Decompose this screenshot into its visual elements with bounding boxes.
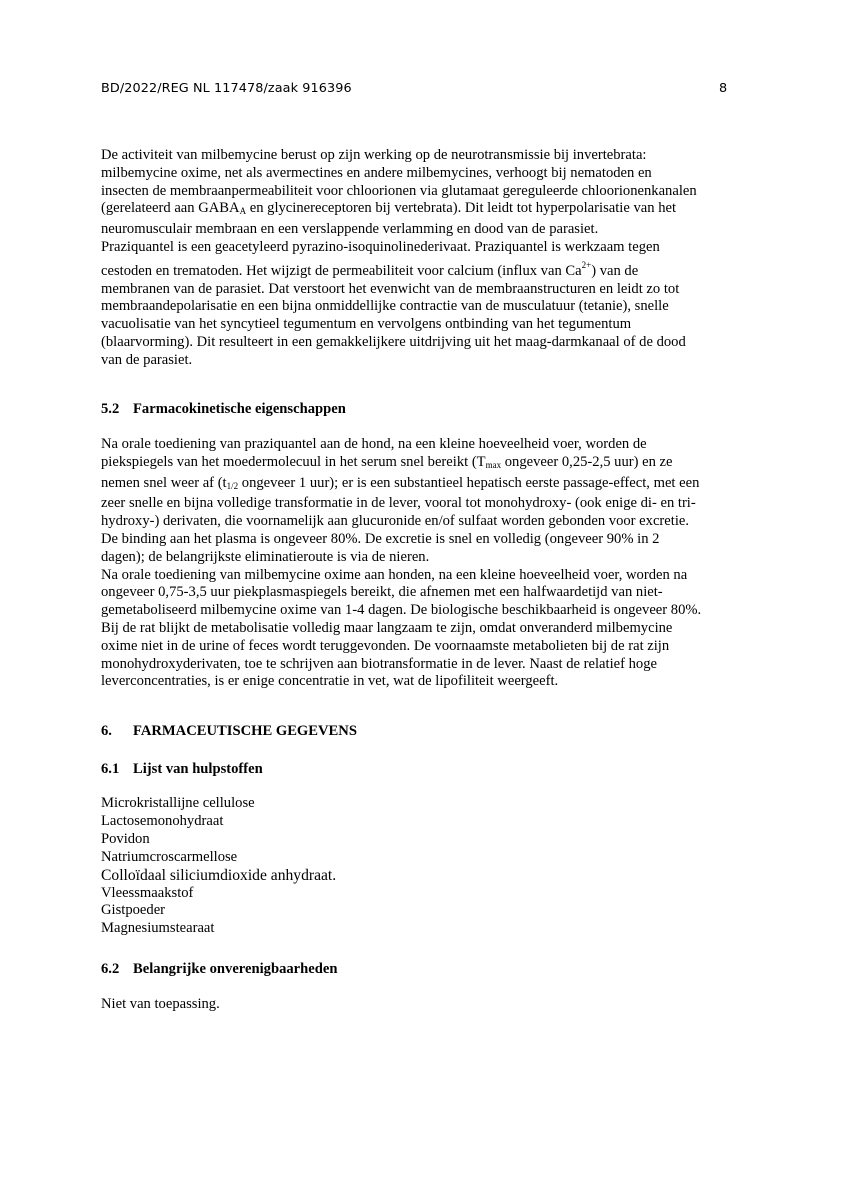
list-item: Microkristallijne cellulose <box>101 795 255 811</box>
text-fragment: ongeveer 1 uur); er is een substantieel hepatisch eerste passage-effect, met een <box>238 474 700 491</box>
text-fragment: nemen snel weer af (t <box>101 474 227 491</box>
text-fragment: (gerelateerd aan GABA <box>101 200 240 217</box>
text-line: (blaarvorming). Dit resulteert in een gemakkelijkere uitdrijving uit het maag-darmkanaal of de dood <box>101 333 686 350</box>
list-item: Magnesiumstearaat <box>101 920 215 937</box>
text-line: Na orale toediening van milbemycine oxime aan honden, na een kleine hoeveelheid voer, worden na <box>101 566 688 583</box>
text-line: gemetaboliseerd milbemycine oxime van 1-4 dagen. De biologische beschikbaarheid is ongeveer 80%. <box>101 602 702 619</box>
text-line: Bij de rat blijkt de metabolisatie volledig maar langzaam te zijn, omdat onveranderd milbemycine <box>101 619 673 636</box>
list-item: Natriumcroscarmellose <box>101 848 238 865</box>
section-heading-6-1 <box>101 761 263 778</box>
text-line: monohydroxyderivaten, toe te schrijven aan biotransformatie in de lever. Naast de relatief hoge <box>101 655 657 672</box>
text-line <box>101 454 761 475</box>
text-line: De activiteit van milbemycine berust op zijn werking op de neurotransmissie bij invertebrata: <box>101 147 647 163</box>
section-heading-6 <box>101 723 357 740</box>
list-item: Lactosemonohydraat <box>101 812 224 829</box>
text-line <box>101 200 761 221</box>
text-line: Niet van toepassing. <box>101 996 220 1012</box>
document-reference: BD/2022/REG NL 117478/zaak 916396 <box>101 81 352 96</box>
text-line: zeer snelle en bijna volledige transformatie in de lever, vooral tot monohydroxy- (ook enige di- en tri- <box>101 495 696 512</box>
excipients-list <box>101 795 336 938</box>
text-line: milbemycine oxime, net als avermectines en andere milbemycines, verhoogt bij nematoden en <box>101 164 652 181</box>
section-number: 6.2 <box>101 961 120 977</box>
section-title: Farmacokinetische eigenschappen <box>133 401 346 417</box>
subscript: 1/2 <box>226 480 239 491</box>
section-number: 6.1 <box>101 761 120 777</box>
list-item: Colloïdaal siliciumdioxide anhydraat. <box>101 866 337 884</box>
text-line: insecten de membraanpermeabiliteit voor chloorionen via glutamaat gereguleerde chloorionenkanalen <box>101 182 697 199</box>
superscript: 2+ <box>581 259 592 270</box>
list-item: Vleessmaakstof <box>101 884 194 901</box>
subscript: max <box>485 459 502 470</box>
text-line: dagen); de belangrijkste eliminatieroute is via de nieren. <box>101 548 430 565</box>
incompatibilities-paragraph <box>101 996 761 1014</box>
list-item: Povidon <box>101 830 150 847</box>
pharmacodynamics-paragraph <box>101 147 761 370</box>
text-fragment: en glycinereceptoren bij vertebrata). Dit leidt tot hyperpolarisatie van het <box>246 200 677 217</box>
text-line: Na orale toediening van praziquantel aan de hond, na een kleine hoeveelheid voer, worden de <box>101 436 647 452</box>
section-title: Lijst van hulpstoffen <box>133 761 263 777</box>
text-line: De binding aan het plasma is ongeveer 80%. De excretie is snel en volledig (ongeveer 90% in 2 <box>101 530 660 547</box>
subscript: A <box>239 206 247 217</box>
text-line: hydroxy-) derivaten, die voornamelijk aan glucuronide en/of sulfaat worden gebonden voor excretie. <box>101 513 689 530</box>
page-number: 8 <box>719 81 728 96</box>
text-line <box>101 257 761 281</box>
section-heading-5-2 <box>101 401 346 418</box>
text-line: oxime niet in de urine of feces wordt teruggevonden. De voornaamste metabolieten bij de rat zijn <box>101 637 670 654</box>
text-line: van de parasiet. <box>101 351 193 368</box>
text-fragment: ongeveer 0,25-2,5 uur) en ze <box>501 453 673 470</box>
text-line: ongeveer 0,75-3,5 uur piekplasmaspiegels bereikt, die afnemen met een halfwaardetijd van niet- <box>101 584 663 601</box>
text-line <box>101 475 761 496</box>
section-heading-6-2 <box>101 961 337 978</box>
text-line: vacuolisatie van het syncytieel tegumentum en vervolgens ontbinding van het tegumentum <box>101 316 632 333</box>
text-line: membranen van de parasiet. Dat verstoort het evenwicht van de membraanstructuren en leidt zo tot <box>101 280 680 297</box>
section-number: 5.2 <box>101 401 120 417</box>
text-line: leverconcentraties, is er enige concentratie in vet, wat de lipofiliteit weergeeft. <box>101 673 559 690</box>
section-title: FARMACEUTISCHE GEGEVENS <box>133 723 357 739</box>
text-fragment: piekspiegels van het moedermolecuul in het serum snel bereikt (T <box>101 453 486 470</box>
pharmacokinetics-paragraph <box>101 436 761 691</box>
section-title: Belangrijke onverenigbaarheden <box>133 961 338 977</box>
text-fragment: cestoden en trematoden. Het wijzigt de permeabiliteit voor calcium (influx van Ca <box>101 262 582 279</box>
text-fragment: ) van de <box>591 262 639 279</box>
text-line: Praziquantel is een geacetyleerd pyrazino-isoquinolinederivaat. Praziquantel is werkzaam tegen <box>101 238 660 255</box>
text-line: membraandepolarisatie en een bijna onmiddellijke contractie van de musculatuur (tetanie), snelle <box>101 298 669 315</box>
list-item: Gistpoeder <box>101 902 166 919</box>
text-line: neuromusculair membraan en een verslappende verlamming en dood van de parasiet. <box>101 221 599 238</box>
section-number: 6. <box>101 723 112 739</box>
